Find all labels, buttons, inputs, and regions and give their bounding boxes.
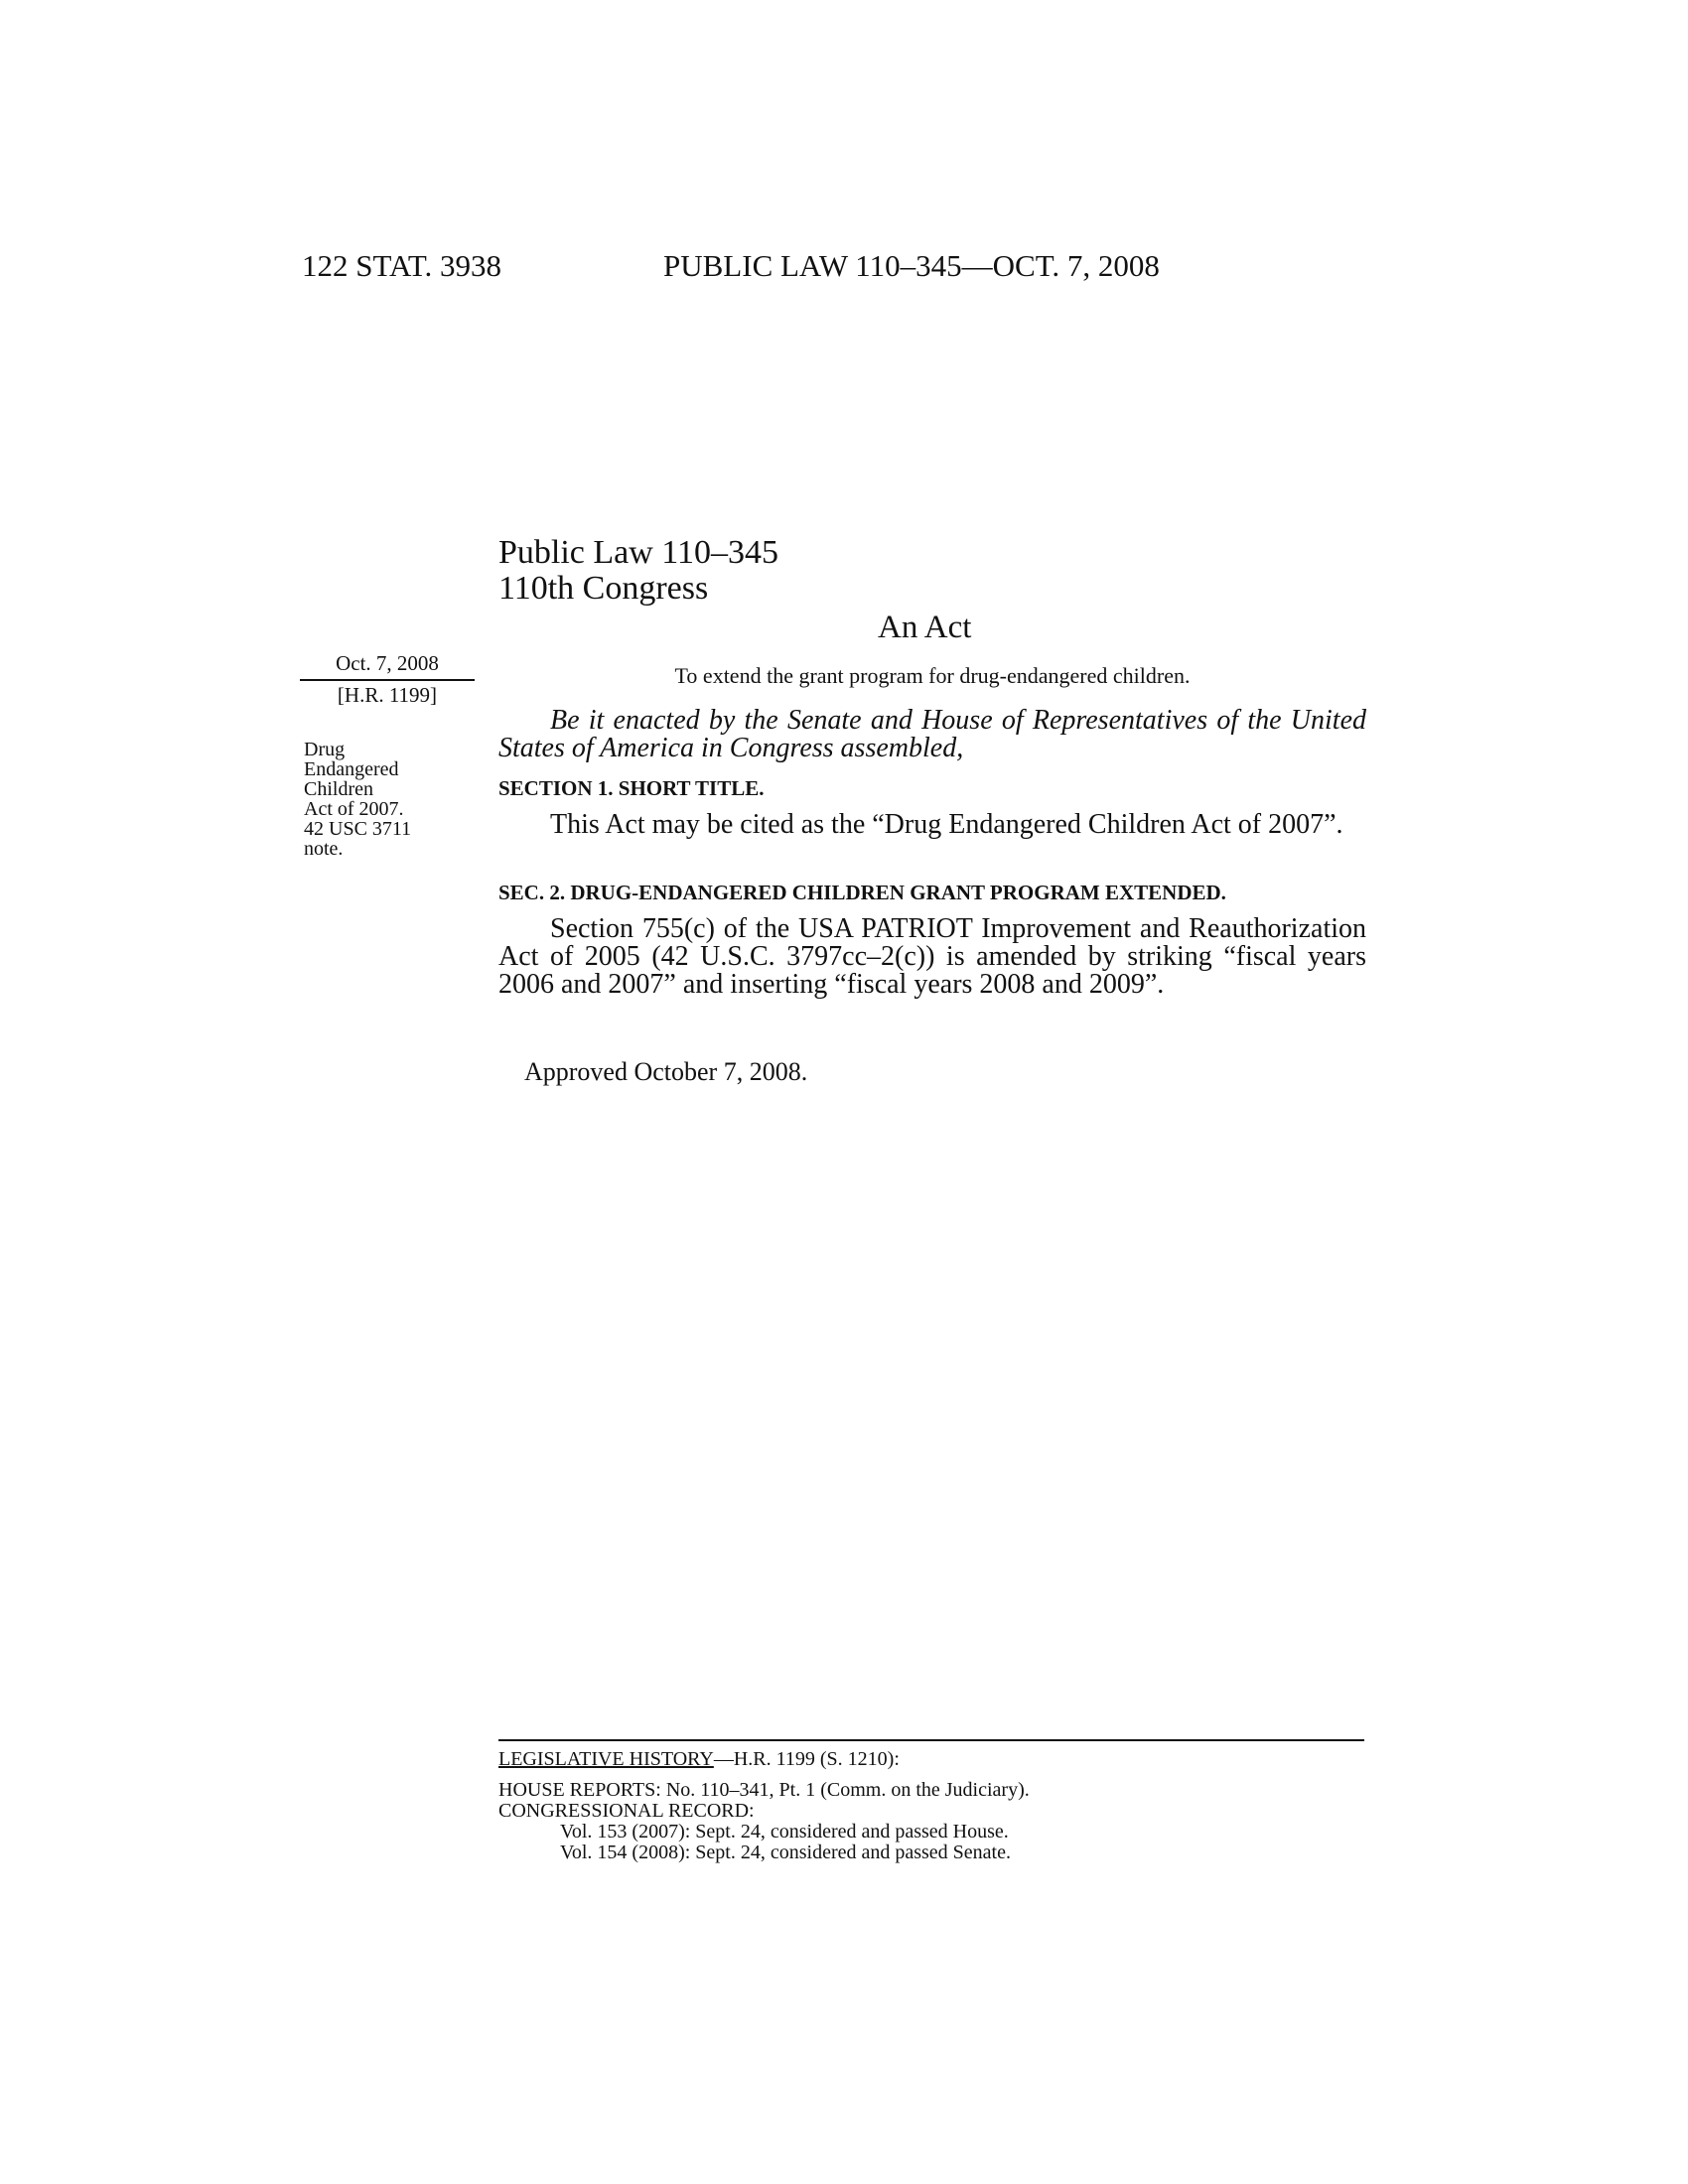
history-title-row — [498, 1749, 1364, 1770]
margin-note-line: Act of 2007. — [304, 798, 404, 820]
margin-note — [304, 740, 453, 859]
congress-label: 110th Congress — [498, 570, 709, 607]
margin-note-line: Drug — [304, 739, 346, 760]
act-heading: An Act — [878, 610, 972, 645]
margin-note-line: 42 USC 3711 — [304, 818, 412, 840]
section-1-heading: SECTION 1. SHORT TITLE. — [498, 776, 765, 800]
section-2-heading: SEC. 2. DRUG-ENDANGERED CHILDREN GRANT PROGRAM EXTENDED. — [498, 881, 1226, 904]
approval-date: Approved October 7, 2008. — [524, 1057, 808, 1086]
enacting-clause: Be it enacted by the Senate and House of Representatives of the United States of America in Congress assembled, — [498, 705, 1366, 763]
history-divider — [498, 1739, 1364, 1741]
margin-note-line: Endangered — [304, 758, 399, 780]
house-reports: HOUSE REPORTS: No. 110–341, Pt. 1 (Comm. on the Judiciary). — [498, 1779, 1030, 1801]
running-title: PUBLIC LAW 110–345—OCT. 7, 2008 — [663, 248, 1160, 283]
margin-bill-number: [H.R. 1199] — [337, 683, 438, 707]
legislative-history — [498, 1749, 1364, 1863]
margin-date: Oct. 7, 2008 — [300, 651, 475, 681]
record-entry: Vol. 154 (2008): Sept. 24, considered and passed Senate. — [560, 1842, 1011, 1863]
record-entry: Vol. 153 (2007): Sept. 24, considered and passed House. — [560, 1821, 1009, 1843]
law-number: Public Law 110–345 — [498, 534, 779, 571]
section-1-text: This Act may be cited as the “Drug Endangered Children Act of 2007”. — [550, 809, 1343, 840]
history-title-suffix: —H.R. 1199 (S. 1210): — [713, 1748, 900, 1770]
act-purpose: To extend the grant program for drug-endangered children. — [674, 663, 1191, 688]
margin-note-line: Children — [304, 778, 373, 800]
stat-citation: 122 STAT. 3938 — [302, 248, 502, 283]
section-2-text: Section 755(c) of the USA PATRIOT Improvement and Reauthorization Act of 2005 (42 U.S.C. 3797cc–2(c)) is amended by striking “fiscal years 2006 and 2007” and inserting “fiscal years 2008 and 2009”. — [498, 913, 1366, 1000]
history-title: LEGISLATIVE HISTORY — [498, 1748, 714, 1770]
margin-note-line: note. — [304, 838, 344, 860]
congressional-record-label: CONGRESSIONAL RECORD: — [498, 1800, 755, 1822]
